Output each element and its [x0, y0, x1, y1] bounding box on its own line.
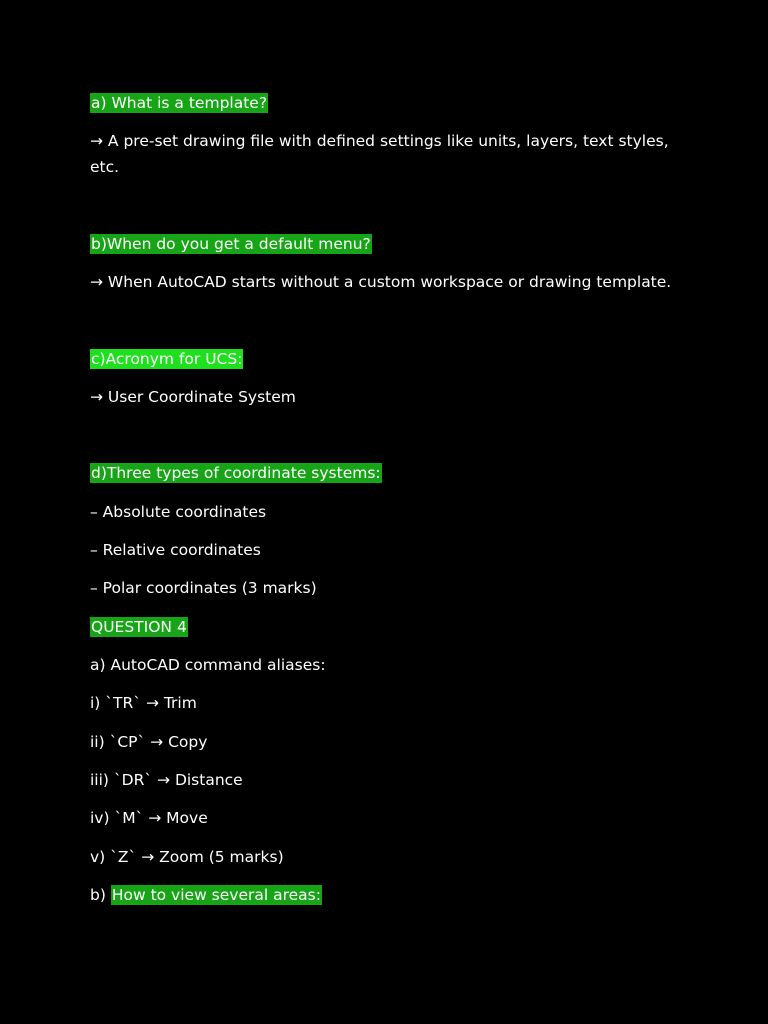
alias-item: v) `Z` → Zoom (5 marks) [90, 848, 284, 866]
question-4-title [90, 614, 188, 640]
question-4b-heading-text: How to view several areas: [111, 886, 321, 904]
question-4b-prefix: b) [90, 886, 106, 904]
question-d-heading [90, 460, 382, 486]
question-b-heading-text: b)When do you get a default menu? [91, 235, 371, 253]
question-a-heading [90, 90, 268, 116]
question-d-item: – Relative coordinates [90, 541, 261, 559]
question-4-title-text: QUESTION 4 [91, 618, 187, 636]
question-4a-heading: a) AutoCAD command aliases: [90, 656, 326, 674]
question-a-answer: → A pre-set drawing file with defined settings like units, layers, text styles, etc. [90, 132, 669, 176]
question-d-item: – Polar coordinates (3 marks) [90, 579, 317, 597]
question-d-item: – Absolute coordinates [90, 503, 267, 521]
question-b-heading [90, 231, 372, 257]
question-c-answer: → User Coordinate System [90, 388, 296, 406]
question-c-heading-text: c)Acronym for UCS: [91, 350, 243, 368]
question-d-heading-text: d)Three types of coordinate systems: [91, 464, 381, 482]
alias-item: i) `TR` → Trim [90, 694, 197, 712]
question-b-answer: → When AutoCAD starts without a custom workspace or drawing template. [90, 273, 672, 291]
alias-item: iv) `M` → Move [90, 809, 208, 827]
alias-item: ii) `CP` → Copy [90, 733, 208, 751]
question-a-heading-text: a) What is a template? [91, 94, 268, 112]
question-4b-heading [90, 882, 322, 908]
alias-item: iii) `DR` → Distance [90, 771, 243, 789]
question-c-heading [90, 346, 243, 372]
